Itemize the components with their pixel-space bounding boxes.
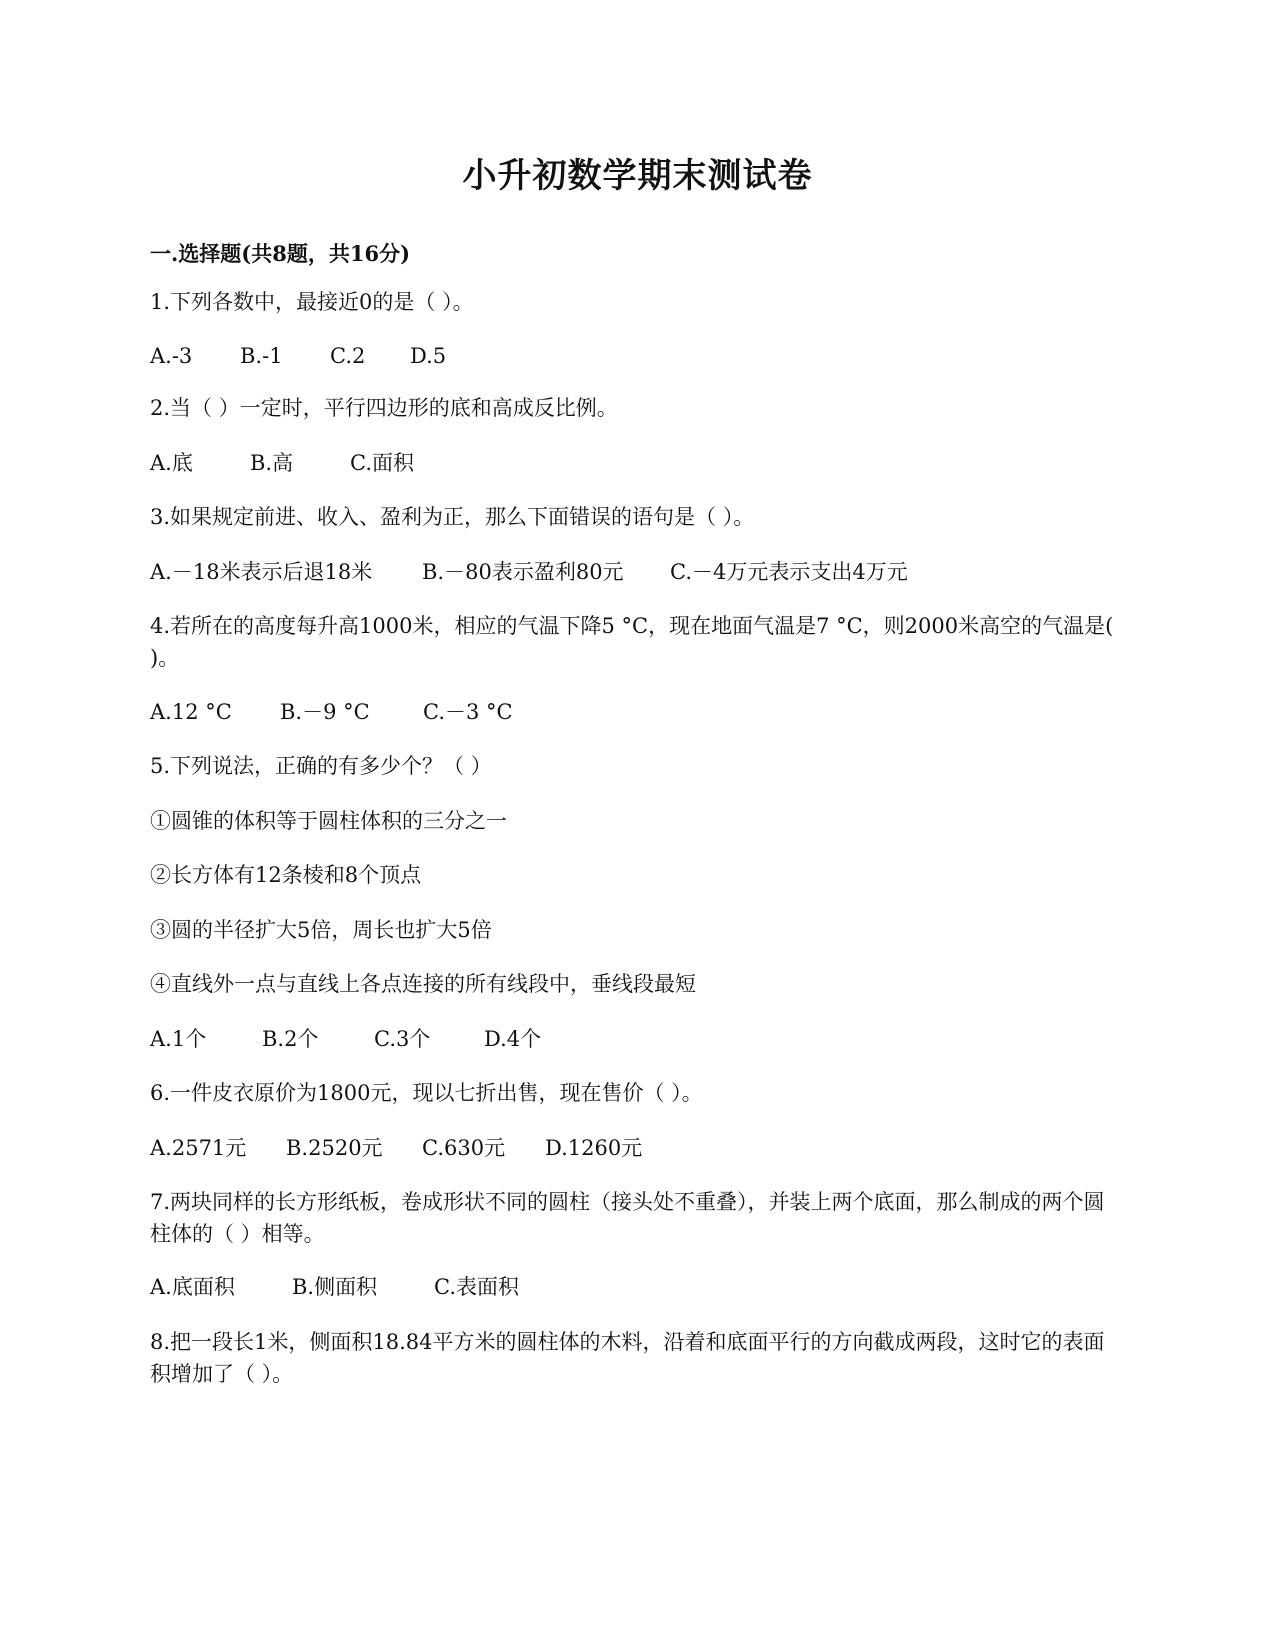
option-b: B.－80表示盈利80元 bbox=[422, 560, 624, 584]
statement-4: ④直线外一点与直线上各点连接的所有线段中，垂线段最短 bbox=[150, 972, 696, 996]
option-a: A.1个 bbox=[150, 1027, 207, 1051]
option-c: C.面积 bbox=[350, 451, 414, 475]
question-8-stem: 8.把一段长1米，侧面积18.84平方米的圆柱体的木料，沿着和底面平行的方向截成两段，这时它的表面积增加了（ ）。 bbox=[150, 1330, 1105, 1386]
option-d: D.5 bbox=[410, 344, 447, 368]
option-c: C.2 bbox=[330, 344, 366, 368]
option-b: B.－9 °C bbox=[280, 700, 370, 724]
option-b: B.2个 bbox=[262, 1027, 319, 1051]
section-heading: 一.选择题(共8题，共16分) bbox=[150, 241, 411, 266]
option-d: D.1260元 bbox=[545, 1136, 643, 1160]
option-a: A.－18米表示后退18米 bbox=[150, 560, 373, 584]
question-7-stem: 7.两块同样的长方形纸板，卷成形状不同的圆柱（接头处不重叠），并装上两个底面，那么制成的两个圆柱体的（ ）相等。 bbox=[150, 1190, 1105, 1246]
page-title: 小升初数学期末测试卷 bbox=[462, 156, 813, 196]
option-a: A.12 °C bbox=[150, 700, 232, 724]
question-3-stem: 3.如果规定前进、收入、盈利为正，那么下面错误的语句是（ ）。 bbox=[150, 505, 755, 529]
option-b: B.2520元 bbox=[286, 1136, 383, 1160]
statement-3: ③圆的半径扩大5倍，周长也扩大5倍 bbox=[150, 918, 492, 942]
statement-1: ①圆锥的体积等于圆柱体积的三分之一 bbox=[150, 809, 507, 833]
question-1-options bbox=[150, 340, 1125, 372]
statement-2: ②长方体有12条棱和8个顶点 bbox=[150, 863, 422, 887]
question-2-stem: 2.当（ ）一定时，平行四边形的底和高成反比例。 bbox=[150, 396, 618, 420]
question-5-stem: 5.下列说法，正确的有多少个？（ ） bbox=[150, 754, 492, 778]
question-3-options bbox=[150, 556, 1125, 588]
option-b: B.侧面积 bbox=[292, 1275, 378, 1299]
option-c: C.630元 bbox=[422, 1136, 506, 1160]
option-a: A.-3 bbox=[150, 344, 193, 368]
question-4-stem: 4.若所在的高度每升高1000米，相应的气温下降5 °C，现在地面气温是7 °C，则2000米高空的气温是( )。 bbox=[150, 614, 1114, 670]
option-c: C.－3 °C bbox=[423, 700, 513, 724]
question-6-stem: 6.一件皮衣原价为1800元，现以七折出售，现在售价（ ）。 bbox=[150, 1081, 703, 1105]
option-a: A.底 bbox=[150, 451, 193, 475]
option-c: C.－4万元表示支出4万元 bbox=[670, 560, 908, 584]
question-1-stem: 1.下列各数中，最接近0的是（ ）。 bbox=[150, 290, 474, 314]
question-5-options bbox=[150, 1023, 1125, 1055]
question-6-options bbox=[150, 1132, 1125, 1164]
question-7-options bbox=[150, 1271, 1125, 1303]
option-b: B.高 bbox=[250, 451, 294, 475]
option-b: B.-1 bbox=[240, 344, 283, 368]
option-a: A.底面积 bbox=[150, 1275, 235, 1299]
option-c: C.3个 bbox=[374, 1027, 431, 1051]
option-c: C.表面积 bbox=[434, 1275, 519, 1299]
option-a: A.2571元 bbox=[150, 1136, 247, 1160]
option-d: D.4个 bbox=[484, 1027, 542, 1051]
question-2-options bbox=[150, 447, 1125, 479]
question-4-options bbox=[150, 696, 1125, 728]
